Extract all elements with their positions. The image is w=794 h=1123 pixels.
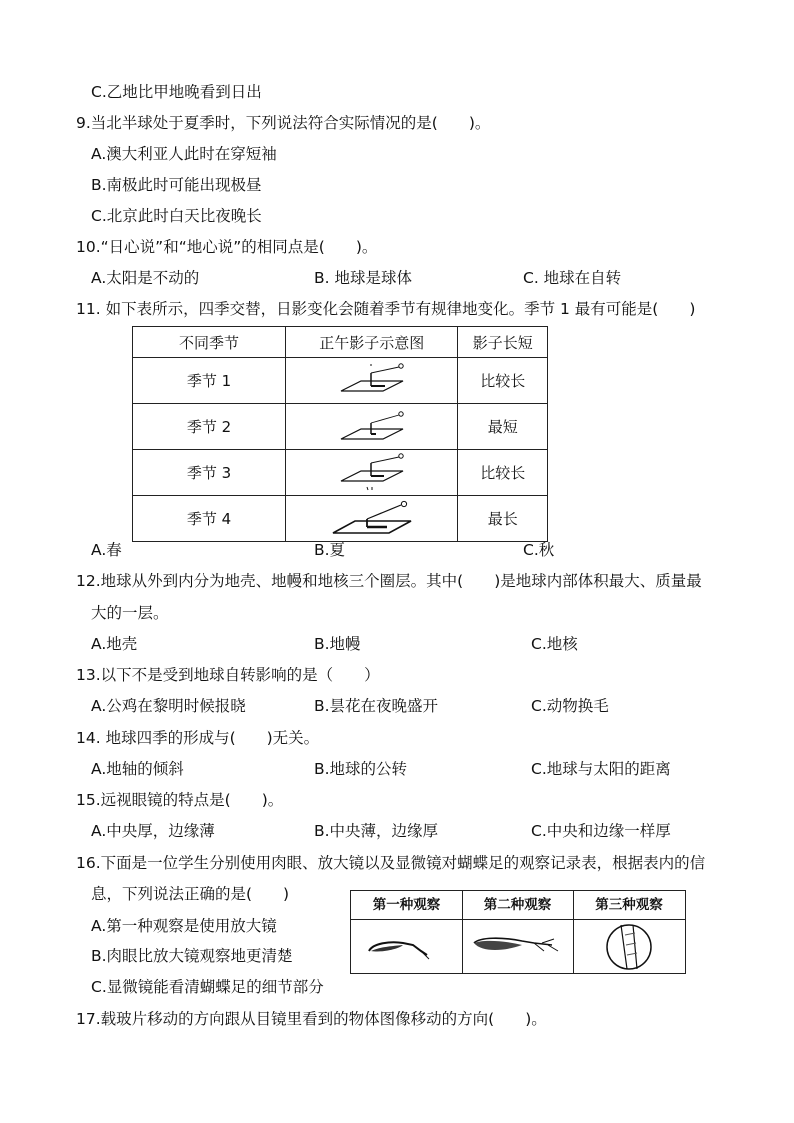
q14-stem: 14. 地球四季的形成与( )无关。 [76, 729, 320, 747]
shadow-diagram-1 [286, 358, 458, 404]
q14-option-c: C.地球与太阳的距离 [531, 760, 671, 778]
shadow-diagram-4 [286, 496, 458, 542]
shadow-diagram-2 [286, 404, 458, 450]
q9-option-a: A.澳大利亚人此时在穿短袖 [91, 145, 277, 163]
q11-stem: 11. 如下表所示，四季交替，日影变化会随着季节有规律地变化。季节 1 最有可能是( ) [76, 300, 696, 318]
observation-col-1 [351, 891, 463, 973]
q12-stem-line2: 大的一层。 [91, 604, 169, 622]
q10-option-a: A.太阳是不动的 [91, 269, 200, 287]
observation-header-3: 第三种观察 [573, 891, 685, 920]
q16-option-c: C.显微镜能看清蝴蝶足的细节部分 [91, 978, 324, 996]
q12-option-a: A.地壳 [91, 635, 138, 653]
q14-option-b: B.地球的公转 [314, 760, 408, 778]
q13-option-c: C.动物换毛 [531, 697, 609, 715]
q16-stem-line2: 息，下列说法正确的是( ) [91, 885, 290, 903]
observation-col-3 [573, 891, 685, 973]
table-header-length: 影子长短 [458, 327, 548, 358]
q10-option-c: C. 地球在自转 [523, 269, 622, 287]
q15-stem: 15.远视眼镜的特点是( )。 [76, 791, 284, 809]
naked-eye-leg-image [351, 921, 462, 973]
q16-option-a: A.第一种观察是使用放大镜 [91, 917, 277, 935]
q12-option-c: C.地核 [531, 635, 578, 653]
observation-header-2: 第二种观察 [462, 891, 573, 920]
q12-option-b: B.地幔 [314, 635, 361, 653]
q9-option-b: B.南极此时可能出现极昼 [91, 176, 262, 194]
table-header-season: 不同季节 [133, 327, 286, 358]
table-season-2: 季节 2 [133, 404, 286, 450]
q12-stem-line1: 12.地球从外到内分为地壳、地幔和地核三个圈层。其中( )是地球内部体积最大、质量最 [76, 572, 702, 590]
q15-option-c: C.中央和边缘一样厚 [531, 822, 671, 840]
q9-stem: 9.当北半球处于夏季时，下列说法符合实际情况的是( )。 [76, 114, 491, 132]
q11-option-a: A.春 [91, 541, 122, 559]
q11-option-c: C.秋 [523, 541, 555, 559]
table-length-2: 最短 [458, 404, 548, 450]
q13-option-a: A.公鸡在黎明时候报晓 [91, 697, 246, 715]
observation-col-2 [462, 891, 574, 973]
q15-option-a: A.中央厚，边缘薄 [91, 822, 215, 840]
q13-stem: 13.以下不是受到地球自转影响的是（ ） [76, 666, 380, 684]
q14-option-a: A.地轴的倾斜 [91, 760, 184, 778]
q15-option-b: B.中央薄，边缘厚 [314, 822, 439, 840]
season-shadow-table [132, 326, 548, 542]
q13-option-b: B.昙花在夜晚盛开 [314, 697, 439, 715]
magnifier-leg-image [462, 921, 573, 973]
observation-table [350, 890, 686, 974]
table-season-4: 季节 4 [133, 496, 286, 542]
q8-option-c: C.乙地比甲地晚看到日出 [91, 83, 262, 101]
observation-header-1: 第一种观察 [351, 891, 462, 920]
table-length-1: 比较长 [458, 358, 548, 404]
q10-option-b: B. 地球是球体 [314, 269, 412, 287]
q16-option-b: B.肉眼比放大镜观察地更清楚 [91, 947, 293, 965]
q17-stem: 17.载玻片移动的方向跟从目镜里看到的物体图像移动的方向( )。 [76, 1010, 547, 1028]
table-length-3: 比较长 [458, 450, 548, 496]
shadow-diagram-3 [286, 450, 458, 496]
table-season-3: 季节 3 [133, 450, 286, 496]
microscope-leg-image [573, 921, 685, 973]
q9-option-c: C.北京此时白天比夜晚长 [91, 207, 262, 225]
table-header-diagram: 正午影子示意图 [286, 327, 458, 358]
table-season-1: 季节 1 [133, 358, 286, 404]
q16-stem-line1: 16.下面是一位学生分别使用肉眼、放大镜以及显微镜对蝴蝶足的观察记录表，根据表内的信 [76, 854, 706, 872]
q11-option-b: B.夏 [314, 541, 346, 559]
table-length-4: 最长 [458, 496, 548, 542]
q10-stem: 10.“日心说”和“地心说”的相同点是( )。 [76, 238, 378, 256]
